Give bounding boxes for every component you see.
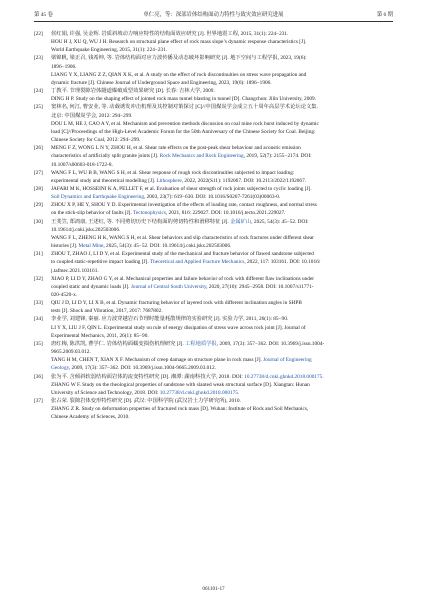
reference-text: 9665.2009.03.012. [51,349,91,356]
reference-link[interactable]: 工程地质学报 [185,340,217,347]
reference-line [51,209,393,217]
reference-text: ZHANG W F. Study on the rheological properties of sandstone with slanted weak structural surface [D]. Xiangtan: Hunan [51,381,310,388]
reference-text: histories [J]. [51,243,79,250]
reference-text: Chinese Society for Coal, 2012: 294−299. [51,137,141,144]
reference-link[interactable]: Tectonophysics [133,210,166,217]
reference-line [51,185,393,193]
reference-text: to coupled static-repetitive impact loading [J]. [51,259,150,266]
reference-entry [34,54,393,87]
reference-text: dynamic fracture [J]. Chinese Journal of Underground Space and Engineering, 2023, 19(6): 1896−1906. [51,79,272,86]
reference-line [51,103,393,111]
reference-entry [34,299,393,315]
reference-line [51,234,393,242]
reference-entry [34,30,393,54]
reference-line [51,275,393,283]
reference-text: , 2009, 17(3): 357−362. DOI: 10.3969/j.issn.1004-9665.2009.03.012. [68,365,216,372]
reference-text: 1896−1906. [51,63,77,70]
reference-line [51,373,393,381]
reference-text: 李业学, 刘建锋, 秦丽. 应力波穿越岩石节理时能量耗散规律的实验研究 [J]. 实验力学, 2011, 26(1): 85−90. [51,316,289,323]
reference-text: coupled static and dynamic loads [J]. [51,283,131,290]
reference-entry [34,201,393,217]
reference-line [51,218,393,226]
reference-entry [34,250,393,274]
reference-line [51,324,393,332]
reference-text: , 2003, 23(7): 619−630. DOI: 10.1016/S0267-7261(03)00063-0. [143,194,281,201]
reference-line [51,193,393,201]
reference-text: 张为平. 含倾斜软弱结构面岩体的流变特性研究 [D]. 湘潭: 湖南科技大学, 2018. DOI: [51,373,245,380]
reference-text: 丁教平. 节理裂隙岩体隧道爆破成型效果研究 [D]. 长春: 吉林大学, 2009. [51,88,215,95]
reference-line [51,397,393,405]
reference-entry [34,144,393,168]
reference-text: WANG F L, WU B B, WANG S H, et al. Shear response of rough rock discontinuities subjected to impact loading: [51,169,295,176]
reference-line [51,413,393,421]
reference-line [51,63,393,71]
reference-line [51,152,393,160]
reference-link[interactable]: Journal of Engineering [263,357,312,364]
reference-text: University of Science and Technology, 2018. DOI: [51,389,160,396]
reference-line [51,161,393,169]
running-header [34,9,393,22]
reference-text: 北京: 中国煤炭学会, 2012: 294−299. [51,112,133,119]
reference-number: [27] [34,169,43,176]
reference-number: [32] [34,275,43,282]
reference-text: WANG F L, ZHENG H K, WANG S H, et al. Shear behaviors and slip characteristics of rock fractures under different shear [51,234,314,241]
reference-line [51,267,393,275]
reference-link[interactable]: 金属矿山 [230,218,252,225]
reference-list [34,30,393,422]
reference-text: 10.1007/s00603-018-1722-8. [51,161,113,168]
reference-line [51,54,393,62]
reference-number: [34] [34,316,43,323]
reference-line [51,291,393,299]
reference-link[interactable]: Theoretical and Applied Fracture Mechanics [149,259,245,266]
reference-text: 侯红娟, 许强, 吴金辉. 岩质斜坡动力响应特性的结构面效应研究 [J]. 世界地震工程, 2015, 31(1): 224−231. [51,31,289,37]
header-issue: 第 6 期 [376,12,393,18]
reference-number: [22] [34,31,43,37]
reference-entry [34,373,393,397]
reference-number: [24] [34,88,43,95]
page-number: 061101-17 [202,586,225,592]
reference-line [51,389,393,397]
reference-text: , 2025, 54(3): 45−52. DOI: 10.19614/j.cnki.jsks.202503006. [103,243,232,250]
reference-line [51,177,393,185]
reference-line [51,356,393,364]
reference-number: [28] [34,185,43,192]
reference-line [51,340,393,348]
reference-text: DOU L M, HE J, CAO A Y, et al. Mechanism and prevention methods discussion on coal mine rock burst induced by dynamic [51,120,319,127]
reference-line [51,95,393,103]
reference-entry [34,340,393,373]
reference-entry [34,315,393,339]
reference-link[interactable]: 10.27738/d.cnki.ghnkd.2018.000175. [159,389,240,396]
reference-number: [30] [34,218,43,225]
reference-line [51,136,393,144]
reference-text: , 2022, 117: 103161. DOI: 10.1016/ [244,259,321,266]
reference-text: MENG F Z, WONG L N Y, ZHOU H, et al. Shear rate effects on the post-peak shear behaviour and acoustic emission [51,145,301,152]
reference-line [51,38,393,46]
reference-line [51,169,393,177]
header-title: 单仁亮，等：深部岩体结构面动力特性与致灾效应研究进展 [143,12,284,18]
reference-number: [23] [34,55,43,62]
reference-line [51,79,393,87]
reference-text: characteristics of artificially split granite joints [J]. [51,153,160,160]
reference-line [51,258,393,266]
reference-number: [26] [34,145,43,152]
reference-text: LI Y X, LIU J F, QIN L. Experimental study on rule of energy dissipation of stress wave across rock joint [J]. Journal of [51,324,306,331]
reference-link[interactable]: 10.27738/d.cnki.ghnkd.2018.000175. [244,373,324,380]
reference-line [51,307,393,315]
reference-text: 王斐笠, 郑鸿康, 王述红, 等. 不同剪切历史下结构面的剪切特性和滑移特征 [J]. [51,218,231,225]
reference-link[interactable]: Metal Mine [78,243,104,250]
reference-line [51,381,393,389]
reference-line [51,144,393,152]
reference-text: XIAO P, LI D Y, ZHAO G Y, et al. Mechanical properties and failure behavior of rock with different flaw inclinations under [51,275,315,282]
reference-line [51,283,393,291]
reference-line [51,71,393,79]
reference-text: Experimental Mechanics, 2011, 26(1): 85−90. [51,332,149,339]
reference-entry [34,169,393,185]
reference-line [51,299,393,307]
reference-line [51,201,393,209]
reference-entry [34,397,393,421]
reference-line [51,364,393,372]
reference-text: 10.19614/j.cnki.jsks.202503006. [51,226,121,233]
reference-line [51,226,393,234]
reference-line [51,315,393,323]
reference-link[interactable]: Lithosphere [156,177,182,184]
reference-entry [34,103,393,144]
reference-text: TANG H M, CHEN T, XIAN X F. Mechanism of creep damage on structure plane in rock mass [J]. [51,357,264,364]
reference-text: Chinese Academy of Sciences, 2010. [51,414,130,421]
reference-number: [25] [34,104,43,111]
reference-text: 梁锦帆, 梁正召, 钱希坤, 等. 岩体结构面对应力波传播及动态破坏影响研究 [J]. 地下空间与工程学报, 2023, 19(6): [51,55,307,62]
reference-line [51,250,393,258]
reference-number: [37] [34,398,43,405]
reference-text: load [C]//Proceedings of the High-Level Academic Forum for the 50th Anniversary of the Chinese Society for Coal. Beijing: [51,128,316,135]
reference-entry [34,275,393,299]
reference-text: 张占荣. 裂隙岩体变形特性研究 [D]. 武汉: 中国科学院 (武汉岩土力学研究所), 2010. [51,398,241,405]
reference-text: DING H P. Study on the shaping effect of jointed rock mass tunnel blasting in tunnel [D]. Changchun: Jilin University, 2009. [51,96,316,103]
reference-line [51,332,393,340]
reference-text: on the stick-slip behavior of faults [J]. [51,210,133,217]
reference-line [51,112,393,120]
reference-text: QIU J D, LI D Y, LI X B, et al. Dynamic fracturing behavior of layered rock with different inclination angles in SHPB [51,300,302,307]
reference-text: ZHOU X P, HE Y, SHOU Y D. Experimental investigation of the effects of loading rate, contact roughness, and normal stress [51,202,317,209]
reference-link[interactable]: Soil Dynamics and Earthquake Engineering [51,194,144,201]
reference-line [51,87,393,95]
reference-text: 唐红梅, 陈洪凯, 曹学仁. 岩体结构面蠕变损伤机理研究 [J]. [51,340,186,347]
reference-entry [34,87,393,103]
reference-line [51,242,393,250]
reference-text: 020-4520-x. [51,292,78,298]
reference-text: , 2025, 54(3): 45−52. DOI: [251,218,309,225]
reference-text: HOU H J, XU Q, WU J H. Research on structural plane effect of rock mass slope’s dynamic response characteristics [J]. [51,39,307,46]
reference-text: tests [J]. Shock and Vibration, 2017, 2017: 7687802. [51,308,163,315]
header-volume: 第 45 卷 [34,12,53,18]
reference-number: [36] [34,373,43,380]
reference-entry [34,218,393,251]
reference-text: , 2021, 816: 229027. DOI: 10.1016/j.tecto.2021.229027. [165,210,286,217]
reference-text: experimental study and theoretical modelling [J]. [51,177,157,184]
reference-text: , 2022, 2022(S11): 1192067. DOI: 10.2113/2022/1192067. [181,177,307,184]
reference-line [51,46,393,54]
reference-text: World Earthquake Engineering, 2015, 31(1): 224−231. [51,47,168,54]
reference-text: , 2009, 17(3): 357−362. DOI: 10.3969/j.issn.1004- [216,340,325,347]
reference-text: 窦林名, 何江, 曹安业, 等. 动载诱发冲击机理及其控制对策探讨 [C]//中国煤炭学会成立五十周年高层学术论坛论文集. [51,104,318,111]
reference-line [51,120,393,128]
reference-text: JAFARI M K, HOSSEINI K A, PELLET F, et al. Evaluation of shear strength of rock joints subjected to cyclic loading [J]. [51,185,312,192]
reference-text: , 2020, 27(10): 2945−2958. DOI: 10.1007/s11771- [206,283,314,290]
reference-number: [31] [34,251,43,258]
reference-entry [34,185,393,201]
reference-link[interactable]: Geology [51,365,69,372]
reference-line [51,405,393,413]
reference-link[interactable]: Journal of Central South University [130,283,207,290]
reference-text: ZHANG Z R. Study on deformation properties of fractured rock mass [D]. Wuhan: Institute of Rock and Soil Mechanics, [51,406,309,413]
reference-number: [35] [34,340,43,347]
reference-text: j.tafmec.2021.103161. [51,267,99,274]
page-footer [0,586,427,592]
reference-line [51,30,393,38]
reference-line [51,348,393,356]
reference-text: LIANG Y X, LIANG Z Z, QIAN X K, et al. A study on the effect of rock discontinuities on stress wave propagation and [51,71,307,78]
reference-number: [29] [34,202,43,209]
reference-number: [33] [34,300,43,307]
reference-link[interactable]: Rock Mechanics and Rock Engineering [159,153,244,160]
reference-line [51,128,393,136]
reference-text: ZHOU T, ZHAO J, LI D Y, et al. Experimental study of the mechanical and fracture behavior of flawed sandstone subjected [51,251,314,258]
reference-text: , 2019, 52(7): 2155−2174. DOI: [243,153,312,160]
